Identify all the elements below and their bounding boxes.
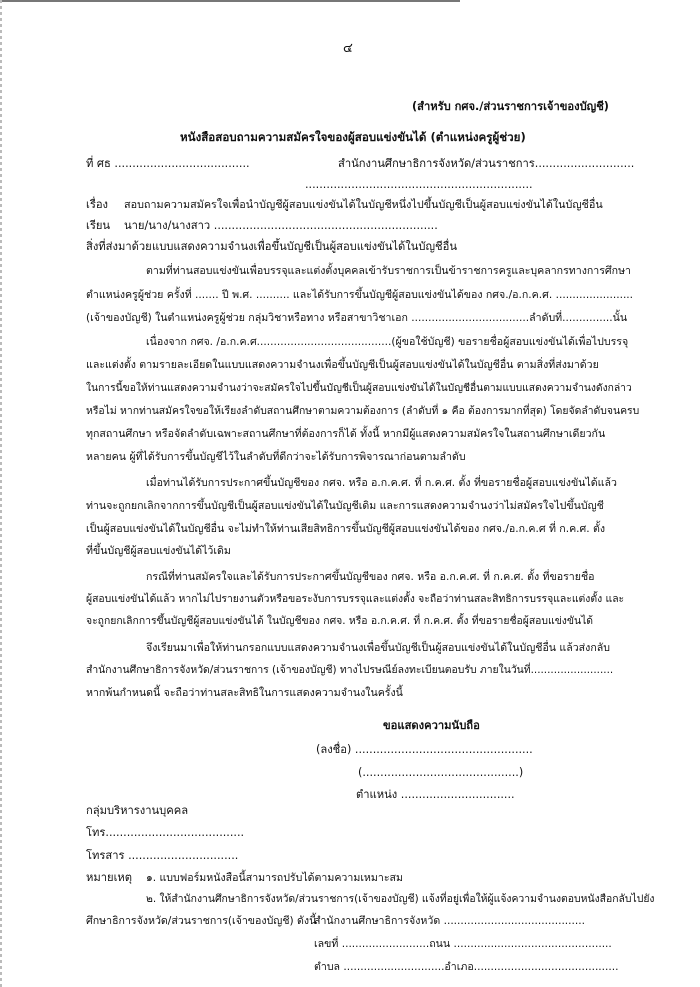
note-continuation: ศึกษาธิการจังหวัด/ส่วนราชการ(เจ้าของบัญชี) ดังนี้: [86, 915, 317, 927]
body-line: ตำแหน่งครูผู้ช่วย ครั้งที่ ....... ปี พ.ศ. .......... และได้รับการขึ้นบัญชีผู้สอบแข่งขันได้ของ กศจ./อ.ก.ค.ศ. .......................: [86, 289, 634, 301]
scan-edge-left: [0, 0, 2, 987]
closing-phrase: ขอแสดงความนับถือ: [383, 719, 480, 732]
body-line: สำนักงานศึกษาธิการจังหวัด/ส่วนราชการ (เจ้าของบัญชี) ทางไปรษณีย์ลงทะเบียนตอบรับ ภายในวันที่.........................: [86, 664, 614, 676]
body-line: ตามที่ท่านสอบแข่งขันเพื่อบรรจุและแต่งตั้งบุคคลเข้ารับราชการเป็นข้าราชการครูและบุคลากรทางการศึกษา: [146, 265, 631, 277]
body-line: และแต่งตั้ง ตามรายละเอียดในแบบแสดงความจำนงเพื่อขึ้นบัญชีเป็นผู้สอบแข่งขันได้ในบัญชีอื่น ตามสิ่งที่ส่งมาด้วย: [86, 359, 599, 371]
body-line: หากพ้นกำหนดนี้ จะถือว่าท่านสละสิทธิในการแสดงความจำนงในครั้งนี้: [86, 687, 403, 699]
body-line: ที่ขึ้นบัญชีผู้สอบแข่งขันได้ไว้เดิม: [86, 545, 231, 557]
salutation-name: นาย/นาง/นางสาว ...............................................................: [124, 219, 438, 232]
body-line: เนื่องจาก กศจ. /อ.ก.ค.ศ........................................(ผู้ขอใช้บัญชี) ขอรายชื่อผู้สอบแข่งขันได้เพื่อไปบรรจุ: [146, 336, 629, 348]
document-title: หนังสือสอบถามความสมัครใจของผู้สอบแข่งขันได้ (ตำแหน่งครูผู้ช่วย): [180, 130, 526, 144]
reference-number: ที่ ศธ ......................................: [86, 157, 250, 170]
note-item: ๑. แบบฟอร์มหนังสือนี้สามารถปรับได้ตามความเหมาะสม: [146, 872, 403, 884]
date-line: ................................................................: [305, 178, 533, 191]
header-note: (สำหรับ กศจ./ส่วนราชการเจ้าของบัญชี): [412, 100, 609, 113]
subject-text: สอบถามความสมัครใจเพื่อนำบัญชีผู้สอบแข่งขันได้ในบัญชีหนึ่งไปขึ้นบัญชีเป็นผู้สอบแข่งขันได้ในบัญชีอื่น: [124, 198, 603, 211]
scan-edge-top: [0, 0, 460, 2]
body-line: ท่านจะถูกยกเลิกจากการขึ้นบัญชีเป็นผู้สอบแข่งขันได้ในบัญชีเดิม และการแสดงความจำนงว่าไม่สมัครใจไปขึ้นบัญชี: [86, 500, 604, 512]
notes-label: หมายเหตุ: [86, 871, 133, 884]
address-office: สำนักงานศึกษาธิการจังหวัด ..........................................: [314, 915, 586, 927]
address-number-road: เลขที่ ..........................ถนน ...............................................: [314, 938, 612, 950]
body-line: เมื่อท่านได้รับการประกาศขึ้นบัญชีของ กศจ. หรือ อ.ก.ค.ศ. ที่ ก.ค.ศ. ตั้ง ที่ขอรายชื่อผู้สอบแข่งขันได้แล้ว: [146, 477, 617, 489]
enclosure-label: สิ่งที่ส่งมาด้วย: [86, 240, 152, 253]
contact-fax: โทรสาร ...............................: [86, 849, 239, 862]
body-line: ทุกสถานศึกษา หรือจัดลำดับเฉพาะสถานศึกษาที่ต้องการก็ได้ ทั้งนี้ หากมีผู้แสดงความสมัครใจในสถานศึกษาเดียวกัน: [86, 428, 606, 440]
body-line: หลายคน ผู้ที่ได้รับการขึ้นบัญชีไว้ในลำดับที่ดีกว่าจะได้รับการพิจารณาก่อนตามลำดับ: [86, 451, 466, 463]
signature-line: (ลงชื่อ) ..................................................: [316, 743, 533, 756]
body-line: หรือไม่ หากท่านสมัครใจขอให้เรียงลำดับสถานศึกษาตามความต้องการ (ลำดับที่ ๑ คือ ต้องการมากที่สุด) โดยจัดลำดับจนครบ: [86, 405, 640, 417]
body-line: ผู้สอบแข่งขันได้แล้ว หากไม่ไปรายงานตัวหรือขอระงับการบรรจุและแต่งตั้ง จะถือว่าท่านสละสิทธิการบรรจุและแต่งตั้ง และ: [86, 593, 625, 605]
issuing-office: สำนักงานศึกษาธิการจังหวัด/ส่วนราชการ............................: [338, 157, 635, 170]
contact-department: กลุ่มบริหารงานบุคคล: [86, 804, 189, 817]
salutation-label: เรียน: [86, 219, 111, 232]
contact-tel: โทร.......................................: [86, 826, 245, 839]
body-line: จะถูกยกเลิกการขึ้นบัญชีผู้สอบแข่งขันได้ ในบัญชีของ กศจ. หรือ อ.ก.ค.ศ. ที่ ก.ค.ศ. ตั้ง ที่ขอรายชื่อผู้สอบแข่งขันได้: [86, 615, 594, 627]
body-line: จึงเรียนมาเพื่อให้ท่านกรอกแบบแสดงความจำนงเพื่อขึ้นบัญชีเป็นผู้สอบแข่งขันได้ในบัญชีอื่น แล้วส่งกลับ: [146, 642, 610, 654]
body-line: เป็นผู้สอบแข่งขันได้ในบัญชีอื่น จะไม่ทำให้ท่านเสียสิทธิการขึ้นบัญชีผู้สอบแข่งขันได้ของ กศจ./อ.ก.ค.ศ ที่ ก.ค.ศ. ตั้ง: [86, 523, 606, 535]
enclosure-text: แบบแสดงความจำนงเพื่อขึ้นบัญชีเป็นผู้สอบแข่งขันได้ในบัญชีอื่น: [152, 240, 457, 253]
address-subdistrict-district: ตำบล ..............................อำเภอ...........................................: [314, 961, 619, 973]
subject-label: เรื่อง: [86, 198, 109, 211]
body-line: กรณีที่ท่านสมัครใจและได้รับการประกาศขึ้นบัญชีของ กศจ. หรือ อ.ก.ค.ศ. ที่ ก.ค.ศ. ตั้ง ที่ขอรายชื่อ: [146, 571, 595, 583]
body-line: (เจ้าของบัญชี) ในตำแหน่งครูผู้ช่วย กลุ่มวิชาหรือทาง หรือสาขาวิชาเอก ...................................ลำดับที่...............นั้น: [86, 312, 628, 324]
page-number: ๔: [343, 41, 353, 56]
note-item: ๒. ให้สำนักงานศึกษาธิการจังหวัด/ส่วนราชการ(เจ้าของบัญชี) แจ้งที่อยู่เพื่อให้ผู้แจ้งความจำนงตอบหนังสือกลับไปยัง: [146, 893, 655, 905]
signer-name-line: (............................................): [358, 766, 524, 779]
signer-position-line: ตำแหน่ง ................................: [356, 788, 515, 801]
body-line: ในการนี้ขอให้ท่านแสดงความจำนงว่าจะสมัครใจไปขึ้นบัญชีเป็นผู้สอบแข่งขันได้ในบัญชีอื่นตามแบบแสดงความจำนงดังกล่าว: [86, 382, 632, 394]
